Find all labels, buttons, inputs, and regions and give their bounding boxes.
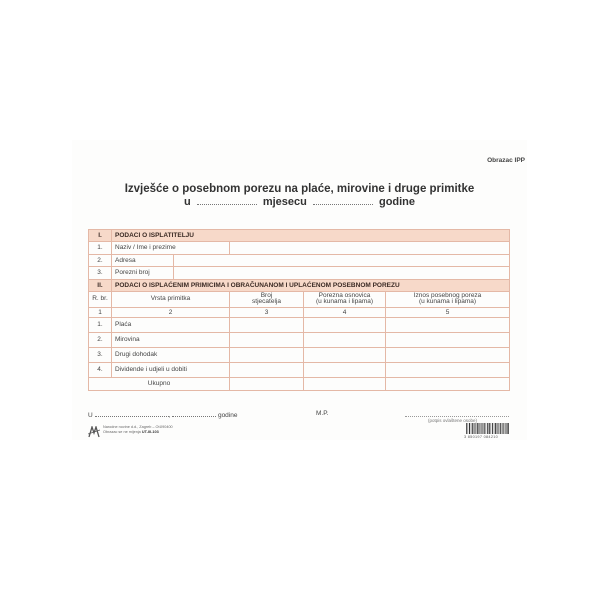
row-label: Plaća (112, 317, 230, 332)
total-recipients-field[interactable] (230, 377, 304, 390)
recipients-field[interactable] (230, 347, 304, 362)
footer-comma: , (168, 412, 171, 419)
column-index: 1 (89, 307, 112, 317)
header-vrsta: Vrsta primitka (112, 291, 230, 307)
form-title: Izvješće o posebnom porezu na plaće, mirovine i druge primitke (124, 183, 475, 195)
stamp-place: M.P. (316, 410, 329, 417)
header-iznos (386, 291, 510, 307)
total-row (89, 377, 510, 390)
row-number: 1. (89, 317, 112, 332)
recipients-field[interactable] (230, 332, 304, 347)
column-header-row (89, 291, 510, 307)
header-iznos-line2: (u kunama i lipama) (418, 298, 477, 305)
tax-base-field[interactable] (304, 332, 386, 347)
year-blank-field[interactable] (313, 196, 373, 205)
section-2-title: PODACI O ISPLAĆENIM PRIMICIMA I OBRAČUNANOM I UPLAĆENOM POSEBNOM POREZU (112, 279, 510, 291)
row-number: 1. (89, 242, 112, 255)
publisher-logo-icon (88, 426, 100, 438)
row-number: 3. (89, 347, 112, 362)
column-index: 3 (230, 307, 304, 317)
form-subtitle (72, 196, 527, 208)
column-index: 2 (112, 307, 230, 317)
place-field[interactable] (95, 410, 169, 417)
total-tax-amount-field[interactable] (386, 377, 510, 390)
tax-base-field[interactable] (304, 317, 386, 332)
section-1-header (89, 230, 510, 242)
header-osnovica (304, 291, 386, 307)
row-label: Dividende i udjeli u dobiti (112, 362, 230, 377)
place-date-line (88, 410, 237, 419)
header-rbr: R. br. (89, 291, 112, 307)
row-number: 4. (89, 362, 112, 377)
publisher-info (103, 425, 161, 435)
publisher-line2: Obrazac se ne mijenja (103, 430, 141, 434)
payer-row-name (89, 242, 510, 255)
tax-amount-field[interactable] (386, 347, 510, 362)
table-row (89, 332, 510, 347)
publisher-sku: 090400 (160, 425, 173, 429)
form-code: Obrazac IPP (487, 157, 525, 164)
section-2-roman: II. (89, 279, 112, 291)
payer-row-address (89, 254, 510, 267)
publisher-code: UT-III-103 (141, 430, 159, 434)
header-broj-line2: stjecatelja (252, 298, 281, 305)
row-label: Porezni broj (112, 267, 174, 280)
header-osnovica-line2: (u kunama i lipama) (315, 298, 374, 305)
section-1-title: PODACI O ISPLATITELJU (112, 230, 510, 242)
total-label: Ukupno (89, 377, 230, 390)
row-number: 2. (89, 332, 112, 347)
header-broj (230, 291, 304, 307)
date-field[interactable] (172, 410, 216, 417)
footer-u: U (88, 412, 93, 419)
report-table (88, 229, 510, 391)
tax-base-field[interactable] (304, 347, 386, 362)
column-index-row (89, 307, 510, 317)
section-1-roman: I. (89, 230, 112, 242)
header-osnovica-line1: Porezna osnovica (318, 291, 371, 299)
payer-address-field[interactable] (174, 254, 510, 267)
column-index: 4 (304, 307, 386, 317)
tax-amount-field[interactable] (386, 332, 510, 347)
footer-godine: godine (217, 412, 238, 419)
month-blank-field[interactable] (197, 196, 257, 205)
total-tax-base-field[interactable] (304, 377, 386, 390)
table-row (89, 362, 510, 377)
header-iznos-line1: Iznos posebnog poreza (413, 291, 482, 299)
tax-amount-field[interactable] (386, 362, 510, 377)
section-2-header (89, 279, 510, 291)
subtitle-prefix: u (183, 196, 191, 208)
row-label: Adresa (112, 254, 174, 267)
subtitle-middle: mjesecu (262, 196, 307, 208)
payer-row-tax-number (89, 267, 510, 280)
recipients-field[interactable] (230, 317, 304, 332)
barcode-number: 3 850197 084210 (464, 435, 499, 439)
recipients-field[interactable] (230, 362, 304, 377)
row-number: 2. (89, 254, 112, 267)
table-row (89, 317, 510, 332)
row-label: Naziv / Ime i prezime (112, 242, 230, 255)
form-sheet (72, 140, 527, 440)
row-number: 3. (89, 267, 112, 280)
row-label: Drugi dohodak (112, 347, 230, 362)
table-row (89, 347, 510, 362)
subtitle-suffix: godine (378, 196, 416, 208)
signature-field[interactable] (405, 416, 509, 417)
payer-name-field[interactable] (230, 242, 510, 255)
tax-base-field[interactable] (304, 362, 386, 377)
signature-label: (potpis ovlaštene osobe) (428, 418, 478, 423)
row-label: Mirovina (112, 332, 230, 347)
tax-amount-field[interactable] (386, 317, 510, 332)
header-broj-line1: Broj (260, 291, 273, 299)
publisher-line1: Narodne novine d.d., Zagreb – Ot. (103, 425, 161, 429)
barcode-icon (466, 423, 509, 434)
column-index: 5 (386, 307, 510, 317)
payer-tax-number-field[interactable] (174, 267, 510, 280)
